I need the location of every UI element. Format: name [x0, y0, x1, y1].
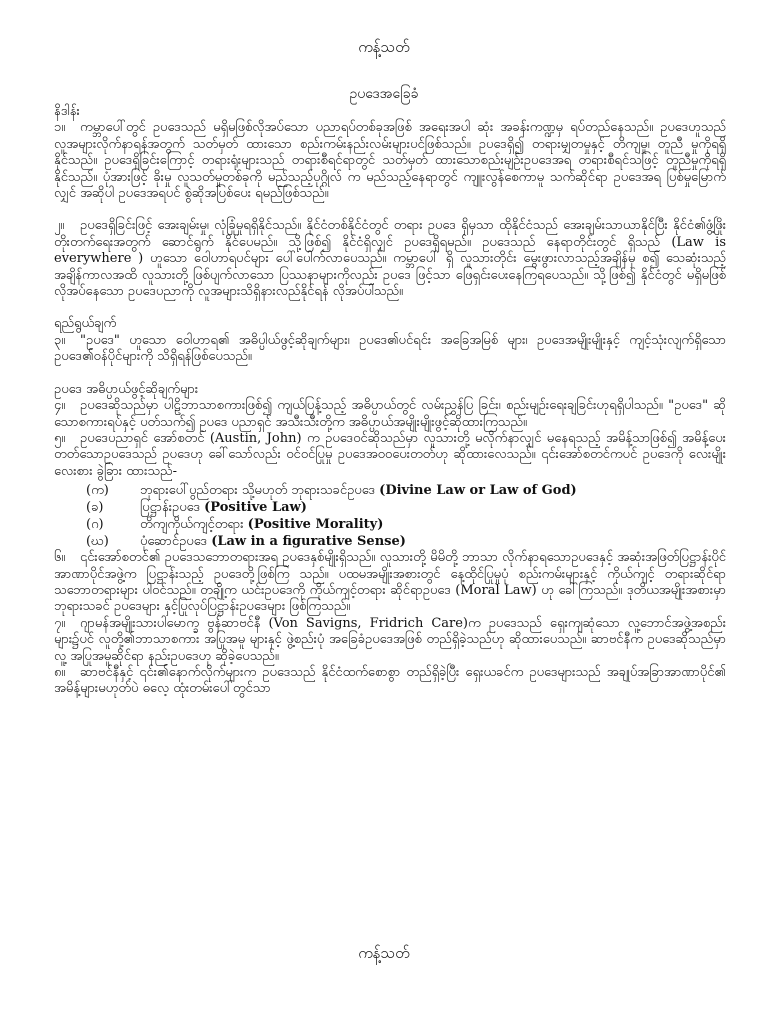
- paragraph-text: ၎င်းအော်စတင်၏ ဥပဒေသဘောတရားအရ ဥပဒေနှစ်မျိုးရှိသည်။ လူသားတို့ မိမိတို့ ဘာသာ လိုက်နာရသောဥပဒေနှင့် အဆုံးအဖြတ်ပြဋ္ဌာန်းပိုင်အာဏာပိုင်အဖွဲ့က ပြဋ္ဌာန်းသည့် ဥပဒေတို့ဖြစ်ကြ သည်။ ပထမအမျိုးအစားတွင် နေ့ထိုင်ပြုမှုပုံ စည်းကမ်းများနှင့် ကိုယ်ကျင့် တရားဆိုင်ရာ သဘောတရားများ ပါဝင်သည်။ တချို့က ယင်းဥပဒေကို ကိုယ်ကျင့်တရား ဆိုင်ရာဥပဒေ (Moral Law) ဟု ခေါ်ကြသည်။ ဒုတိယအမျိုးအစားမှာ ဘုရားသခင် ဥပဒေများ နှင့်ပြုလုပ်ပြဋ္ဌာန်းဥပဒေများ ဖြစ်ကြသည်။: [54, 550, 726, 615]
- footer-classification-mark: ကန့်သတ်: [358, 944, 410, 962]
- paragraph-number: ၁။: [54, 120, 66, 136]
- paragraph-text: "ဥပဒေ" ဟူသော ဝေါဟာရ၏ အဓိပ္ပါယ်ဖွင့်ဆိုချက်များ၊ ဥပဒေ၏ပင်ရင်း အခြေအမြစ် များ၊ ဥပဒေအမျိုးမျိုးနှင့် ကျင့်သုံးလျက်ရှိသော ဥပဒေ၏ဝန်ပိုင်များကို သိရှိရန်ဖြစ်ပေသည်။: [54, 332, 726, 365]
- paragraph-text: ဂျာမန်အမျိုးသားပါမောက္ခ ဗွန်ဆာဗင်နီ (Von Savigns, Fridrich Care)က ဥပဒေသည် ရှေးကျဆုံသော လူ့ဘောင်အဖွဲ့အစည်းများ၌ပင် လူတို့၏ဘာသာစကား အပြုအမူ များနှင့် ဖွဲ့စည်းပုံ အခြေခံဥပဒေအဖြစ် တည်ရှိခဲ့သည်ဟု ဆိုထားပေသည်။ ဆာဗင်နီက ဥပဒေဆိုသည်မှာ လူ့ အပြုအမူဆိုင်ရာ နည်းဥပဒေဟု ဆိုခဲ့ပေသည်။: [54, 615, 726, 664]
- paragraph-number: ၃။: [54, 332, 66, 348]
- paragraph-text: ဥပဒေပညာရှင် အော်စတင် (Austin, John) က ဥပဒေဝင်ဆိုသည်မှာ လူသားတို့ မလိုက်နာလျှင် မနေရသည့် အမိန့်သာဖြစ်၍ အမိန့်ပေးတတ်သောဥပဒေသည် ဥပဒေဟု ခေါ်သော်လည်း ဝင်ဝင်ပြုမှု ဥပဒေအဝဝပေးတတ်ဟု ဆိုထားလေသည်။ ၎င်းအော်စတင်ကပင် ဥပဒေကို လေးမျိုးလေးစား ခွဲခြား ထားသည်-: [54, 430, 726, 479]
- paragraph-number: ၂။: [54, 218, 65, 234]
- document-body: [54, 104, 726, 698]
- paragraph-text: ဆာဗင်နီနှင့် ၎င်း၏နောက်လိုက်များက ဥပဒေသည် နိုင်ငံထက်စောစွာ တည်ရှိခဲ့ပြီး ရှေးယခင်က ဥပဒေများသည် အချုပ်အခြာအာဏာပိုင်၏ အမိန့်များမဟုတ်ပဲ ဓလေ့ ထုံးတမ်းပေါ်တွင်သာ: [54, 664, 726, 697]
- list-item: (ခ) ပြဋ္ဌာန်းဥပဒေ (Positive Law): [86, 500, 307, 516]
- paragraph-number: ၈။: [54, 664, 66, 680]
- paragraph-4: [54, 398, 726, 431]
- list-item: (က) ဘုရားပေါ်ပွည်တရား သို့မဟုတ် ဘုရားသခင်ဥပဒေ (Divine Law or Law of God): [86, 483, 577, 499]
- section-heading-definitions: ဥပဒေ အဓိပ္ပာယ်ဖွင့်ဆိုချက်များ: [54, 381, 199, 397]
- paragraph-number: ၅။: [54, 430, 66, 446]
- list-item: (ဂ) တိကျကိုယ်ကျင့်တရား (Positive Morality): [86, 517, 384, 533]
- paragraph-number: ၇။: [54, 615, 66, 631]
- paragraph-text: ဥပဒေဆိုသည်မှာ ပါဠိဘာသာစကားဖြစ်၍ ကျယ်ပြန့်သည့် အဓိပ္ပာယ်တွင် လမ်းညွှန်ပြ ခြင်း၊ စည်းမျဉ်းရေးချခြင်းဟုရရှိပါသည်။ "ဥပဒေ" ဆိုသောစကားရပ်နှင့် ပတ်သက်၍ ဥပဒေ ပညာရှင် အသီးသီးတို့က အဓိပ္ပာယ်အမျိုးမျိုးဖွင့်ဆိုထားကြသည်။: [54, 398, 726, 430]
- paragraph-text: ဥပဒေရှိခြင်းဖြင့် အေးချမ်းမှု၊ လုံခြုံမှုရရှိနိုင်သည်။ နိုင်ငံတစ်နိုင်ငံတွင် တရား ဥပဒေ ရှိမှသာ ထိုနိုင်ငံသည် အေးချမ်းသာယာနိုင်ပြီး နိုင်ငံ၏ဖွံ့ဖြိုးတိုးတက်ရေးအတွက် ဆောင်ရွက် နိုင်ပေမည်။ သို့ဖြစ်၍ နိုင်ငံရှိလျှင် ဥပဒေရှိရမည်။ ဥပဒေသည် နေရာတိုင်းတွင် ရှိသည် (Law is everywhere ) ဟူသော ဝေါဟာရပင်များ ပေါ်ပေါက်လာပေသည်။ ကမ္ဘာပေါ် ရှိ လူသားတိုင်း မွေးဖွားလာသည့်အချိန်မှ စ၍ သေဆုံးသည့်အချိန်ကာလအထိ လူသားတို့ ဖြစ်ပျက်လာသော ပြဿနာများကိုလည်း ဥပဒေ ဖြင့်သာ ဖြေရှင်းပေးနေကြရပေသည်။ သို့ဖြစ်၍ နိုင်ငံတွင် မရှိမဖြစ်လိုအပ်နေသော ဥပဒေပညာကို လူအများသိရှိနားလည်နိုင်ရန် လိုအပ်ပါသည်။: [54, 218, 726, 300]
- paragraph-2: [54, 218, 726, 300]
- document-title: ဥပဒေအခြေခံ: [349, 86, 419, 102]
- list-item: (ဃ) ပုံဆောင်ဥပဒေ (Law in a figurative Sense): [86, 534, 406, 550]
- section-heading-objective: ရည်ရွယ်ချက်: [54, 316, 117, 332]
- paragraph-1: [54, 120, 726, 202]
- paragraph-8: [54, 665, 726, 698]
- paragraph-5: [54, 431, 726, 480]
- paragraph-7: [54, 616, 726, 665]
- section-heading-introduction: နိဒါန်း: [54, 104, 80, 119]
- header-classification-mark: ကန့်သတ်: [358, 38, 410, 56]
- paragraph-3: [54, 333, 726, 366]
- paragraph-number: ၆။: [54, 550, 66, 566]
- paragraph-text: ကမ္ဘာပေါ်တွင် ဥပဒေသည် မရှိမဖြစ်လိုအပ်သော ပညာရပ်တစ်ခုအဖြစ် အရေးအပါ ဆုံး အခန်းကဏ္ဍမှ ရပ်တည်နေသည်။ ဥပဒေဟူသည် လူအများလိုက်နာရန်အတွက် သတ်မှတ် ထားသော စည်းကမ်းနည်းလမ်းများပင်ဖြစ်သည်။ ဥပဒေရှိ၍ တရားမျှတမှုနှင့် တိကျမှု၊ တူညီ မှုကိုရရှိနိုင်သည်။ ဥပဒေရှိခြင်းကြောင့် တရားရုံးများသည် တရားစီရင်ရာတွင် သတ်မှတ် ထားသောစည်းမျဉ်းဥပဒေအရ တရားစီရင်သဖြင့် တူညီမှုကိုရရှိနိုင်သည်။ ပုံအားဖြင့် ခိုးမှု လူသတ်မှုတစ်ခုကို မည်သည့်ပုဂ္ဂိုလ် က မည်သည့်နေရာတွင် ကျူးလွန်စေကာမူ သက်ဆိုင်ရာ ဥပဒေအရ ပြစ်မှုမြောက်လျှင် အဆိုပါ ဥပဒေအရပင် စွဲဆိုအပြစ်ပေး ရမည်ဖြစ်သည်။: [54, 120, 726, 202]
- paragraph-number: ၄။: [54, 398, 66, 414]
- law-types-list: [54, 482, 726, 550]
- paragraph-6: [54, 550, 726, 616]
